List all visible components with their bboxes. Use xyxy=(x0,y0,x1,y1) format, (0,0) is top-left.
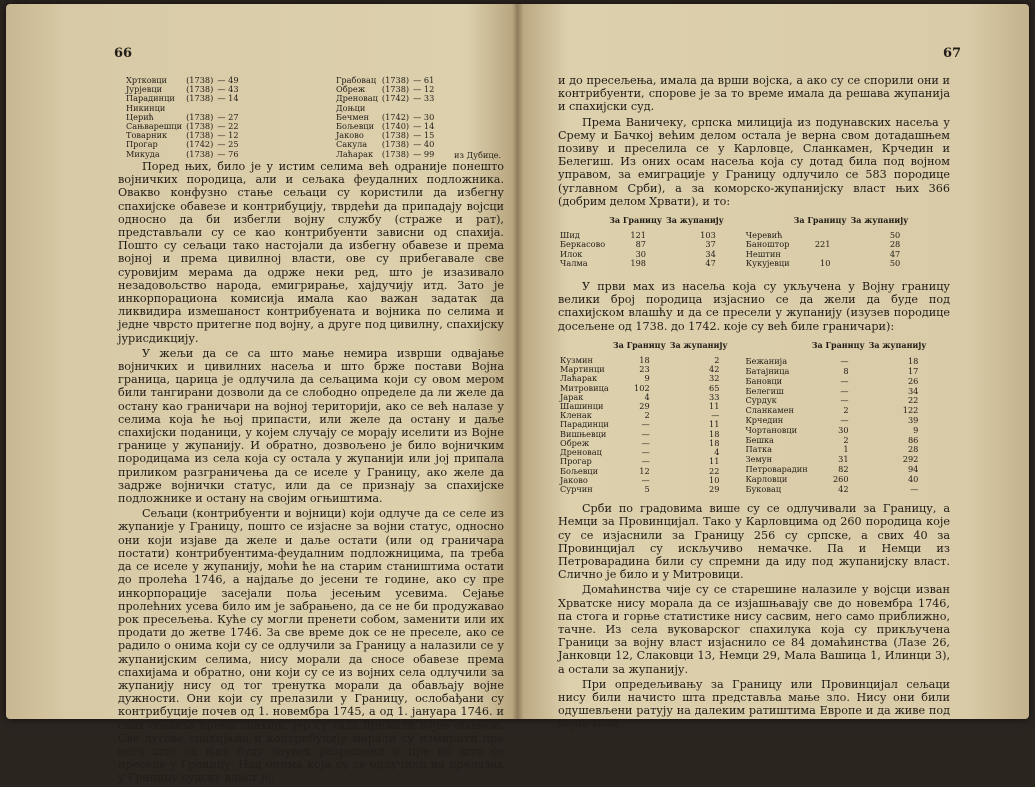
value-cell: — 40 xyxy=(413,139,435,150)
year-cell: (1738) xyxy=(186,148,214,159)
place-name: Сањварешци xyxy=(126,121,183,132)
border-count: — xyxy=(840,385,849,396)
place-name: Земун xyxy=(745,454,773,465)
county-count: 28 xyxy=(907,444,919,455)
county-count: 32 xyxy=(709,373,720,384)
border-count: 260 xyxy=(832,473,849,484)
place-name: Микуда xyxy=(126,148,160,159)
table-row xyxy=(743,474,928,484)
paragraph: Домаћинства чије су се старешине налазиле у војсци изван Хрватске нису морала да се изјашњавају све до новембра 1746, па стога и горње статистике нису сасвим, него само приближно, тачне. Из села вуковарског спахилука која су прикључена Граници за војну власт изјаснило се 84 домаћинства (Лазе 26, Јанковци 12, Слаковци 13, Немци 29, Мала Вашица 1, Илинци 3), а остали за жупанију. xyxy=(558,583,950,676)
place-name: Товарник xyxy=(126,130,168,141)
column-header: За Границу xyxy=(612,339,666,350)
year-cell: (1738) xyxy=(186,93,214,104)
place-name: Бежанија xyxy=(745,356,788,367)
paragraph: Сељаци (контрибуенти и војници) који одлуче да се селе из жупаније у Границу, пошто се изјасне за војни статус, односно они који изјаве да желе и даље остати (или од граничара постати) контрибуентима-феудалним подложницима, па треба да се иселе у жупанију, моћи ће на старим стаништима остати до пролећа 1746, а најдаље до јесени те године, ако су пре инкорпорације засејали поља јесењим усевима. Сејање пролећних усева било им је забрањено, да се не би продужавао рок пресељења. Куће су могли пренети собом, заменити или их продати до жетве 1746. За све време док се не преселе, ако се радило о онима који су се одлучили за Границу а налазили се у жупанијским селима, нису морали да сносе обавезе према спахијама и обратно, они који су се из војних села одлучили за жупанију нису од тог тренутка морали да обављају војне дужности. Они који су прелазили у Границу, ослобађани су контрибуције почев од 1. новембра 1745, а од 1. јануара 1746. и свих обавеза према спахији, јер су тада примали војне обавезе. Све дугове спахијама и контрибуцију морали су измирити пре него што од њих буду заувек разрешени и пре но што се преселе у Границу. Над онима који су се одлучили на прелазак у Границу судску власт је, xyxy=(118,507,504,785)
border-count: 18 xyxy=(639,355,650,366)
place-name: Обреж xyxy=(336,84,366,95)
column-header: За Границу xyxy=(793,215,847,226)
county-count: 18 xyxy=(907,356,919,367)
place-name: Чалма xyxy=(560,257,588,268)
paragraph: Поред њих, било је у истим селима већ одраније понешто војничких породица, али и сељака феудалних подложника. Овакво конфузно стање сељаци су користили да избегну спахијске обавезе и контрибуцију, тврдећи да припадају војсци односно да би избегли војну службу (страже и рат), представљали су се као контрибуенти зависни од спахија. Пошто су сељаци тако настојали да избегну обавезе и према војној и према цивилној власти, ове су прибегавале све суровијим мерама да одрже неки ред, што је изазивало незадовољство народа, емигрирање, хајдучију итд. Зато је инкорпорациона комисија имала као важан задатак да ликвидира измешаност контрибуената и војника по селима и једне чврсто притегне под војну, а друге под цивилну, спахијску јурисдикцију. xyxy=(118,160,504,345)
table-row xyxy=(743,465,928,475)
border-count: 2 xyxy=(843,434,849,445)
place-name: Парадинци xyxy=(560,419,609,430)
settlement-table-left xyxy=(124,76,241,159)
left-page xyxy=(6,4,518,785)
place-name: Шашинци xyxy=(560,401,604,412)
county-count: 42 xyxy=(709,364,720,375)
place-name: Прогар xyxy=(126,139,158,150)
place-name: Мартинци xyxy=(560,364,605,375)
border-count: — xyxy=(840,415,849,425)
table-header-row xyxy=(743,341,928,357)
place-name: Белегиш xyxy=(745,385,784,396)
border-count: 87 xyxy=(635,239,647,250)
place-name: Бешка xyxy=(745,434,774,445)
border-count: 121 xyxy=(630,230,647,241)
year-cell: (1738) xyxy=(381,148,410,159)
paragraph: У жељи да се са што мање немира изврши одвајање војничких и цивилних насеља и што брже постави Војна граница, царица је одлучила да сељацима који су овом мером били тангирани дозволи да се слободно определе да ли желе да остану као граничари на војној територији, ако се већ налазе у селима која ће њој припасти, или желе да остану и даље спахијски поданици, у којем случају се морају иселити из Војне границе у жупанију. И обратно, дозвољено је било војничким породицама из села која су остала у жупанији или јој припала приликом разграничења да се иселе у Границу, ако желе да задрже војнички статус, или да се признају за спахијске подложнике и остану на својим огњиштима. xyxy=(118,346,504,506)
table-row xyxy=(743,484,928,494)
place-name: Кленак xyxy=(560,410,592,421)
border-count: 1 xyxy=(843,444,849,455)
right-page xyxy=(518,4,1029,731)
border-count: 42 xyxy=(838,483,849,494)
column-header xyxy=(558,341,611,356)
place-name: Патка xyxy=(745,444,773,455)
column-header: За Границу xyxy=(609,215,663,226)
county-count: 50 xyxy=(889,230,901,241)
value-cell: — 27 xyxy=(217,111,239,122)
column-header xyxy=(743,341,809,357)
border-count: 30 xyxy=(838,424,849,435)
place-name: Чортановци xyxy=(745,424,798,435)
county-count: 39 xyxy=(907,415,919,425)
paragraph: Срби по градовима више су се одлучивали за Границу, а Немци за Провинцијал. Тако у Карловцима од 260 породица које су се изјаснили за Границу 256 су српске, а свих 40 за Провинцијал су искључиво немачке. Па и Немци из Петроварадина били су спремни да иду под жупанијску власт. Слично је било и у Митровици. xyxy=(558,502,950,582)
place-name: Баноштор xyxy=(745,239,790,250)
column-header xyxy=(744,216,792,231)
place-name: Сурчин xyxy=(560,483,593,494)
county-count: 18 xyxy=(709,437,720,448)
border-count: — xyxy=(840,375,849,386)
value-cell: — 76 xyxy=(217,148,239,159)
year-cell: (1738) xyxy=(186,111,214,122)
county-count: 11 xyxy=(709,401,720,412)
county-count: 47 xyxy=(889,248,901,259)
county-count: 34 xyxy=(907,385,919,396)
year-cell: (1740) xyxy=(381,121,410,132)
county-count: 37 xyxy=(705,239,716,250)
table-row xyxy=(124,150,241,159)
border-count: — xyxy=(641,428,650,439)
value-cell: — 61 xyxy=(413,75,435,85)
place-name: Черевић xyxy=(745,230,783,241)
value-cell: — 43 xyxy=(217,84,239,95)
table-row xyxy=(744,259,910,268)
county-count: 17 xyxy=(907,366,919,377)
column-header: За жупанију xyxy=(868,340,927,351)
right-body-text xyxy=(558,74,950,733)
value-cell: — 22 xyxy=(217,121,239,132)
place-name: Прогар xyxy=(560,456,592,467)
county-count: 292 xyxy=(902,454,919,465)
value-cell: — 33 xyxy=(413,93,435,104)
border-count: 102 xyxy=(634,382,650,393)
county-count: 11 xyxy=(709,419,720,430)
column-header xyxy=(558,216,607,231)
place-name: Вишњевци xyxy=(560,428,607,439)
place-name: Јурјевци xyxy=(126,84,163,95)
column-header: За жупанију xyxy=(666,215,724,226)
year-cell: (1738) xyxy=(186,130,214,141)
county-count: 34 xyxy=(705,248,716,259)
place-name: Нештин xyxy=(745,248,781,259)
place-name: Никинци xyxy=(126,102,166,113)
year-cell: (1742) xyxy=(381,93,410,104)
county-count: 47 xyxy=(705,257,716,268)
column-header: За жупанију xyxy=(850,215,909,226)
place-name: Кузмин xyxy=(560,355,593,366)
place-name: Јакoво xyxy=(336,130,364,141)
county-count: 94 xyxy=(907,463,919,474)
year-cell: (1742) xyxy=(186,139,214,150)
table-note: из Дубице. xyxy=(454,150,502,160)
left-body-text xyxy=(118,160,504,787)
place-name: Бољевци xyxy=(560,465,599,476)
border-count: 12 xyxy=(639,465,650,476)
table-row xyxy=(743,426,928,436)
table-header-row xyxy=(558,341,729,356)
county-count: 122 xyxy=(902,405,919,416)
place-name: Обреж xyxy=(560,437,590,448)
value-cell: — 14 xyxy=(217,93,239,104)
border-count: 5 xyxy=(644,483,650,494)
place-name: Јакoво xyxy=(560,474,588,485)
border-count: — xyxy=(641,456,650,467)
border-count: 4 xyxy=(644,391,650,402)
county-count: 22 xyxy=(907,395,919,406)
table-header-row xyxy=(558,216,726,231)
place-name: Бановци xyxy=(745,375,783,386)
year-cell: (1742) xyxy=(381,111,410,122)
county-count: 50 xyxy=(889,257,901,268)
county-count: 2 xyxy=(714,355,720,366)
table-header-row xyxy=(744,216,910,231)
value-cell: — 12 xyxy=(413,84,435,95)
place-name: Сакула xyxy=(336,139,368,150)
year-cell: (1738) xyxy=(381,139,410,150)
place-name: Беркасово xyxy=(560,239,606,250)
place-name: Доњци xyxy=(336,102,366,113)
table-row xyxy=(334,150,436,159)
year-cell: (1738) xyxy=(381,130,410,141)
year-cell: (1738) xyxy=(186,121,214,132)
county-count: 10 xyxy=(709,474,720,485)
county-count: 11 xyxy=(709,456,720,467)
value-cell: — 15 xyxy=(413,130,435,141)
paragraph: При опредељивању за Границу или Провинцијал сељаци нису били начисто шта представља мање зло. Нису они били одушевљени ратују на далеким ратиштима Европе и да живе под војничком xyxy=(558,677,950,731)
county-count: 33 xyxy=(709,391,720,402)
settlement-table-right xyxy=(334,76,436,159)
border-count: 23 xyxy=(639,364,650,375)
place-name: Илок xyxy=(560,248,583,259)
value-cell: — 25 xyxy=(217,139,239,150)
value-cell: — 14 xyxy=(413,121,435,132)
place-name: Сурдук xyxy=(745,395,777,406)
county-count: 40 xyxy=(907,473,919,484)
county-count: 4 xyxy=(714,447,720,458)
place-name: Бечмен xyxy=(336,111,369,122)
emigration-table-1 xyxy=(558,216,950,268)
paragraph: и до пресељења, имала да врши војска, а ако су се спорили они и контрибуенти, спорове је за то време имала да решава жупанија и спахијски суд. xyxy=(558,74,950,114)
border-count: 2 xyxy=(843,405,849,416)
county-count: 86 xyxy=(907,434,919,445)
year-cell: (1738) xyxy=(381,75,410,85)
value-cell: — 30 xyxy=(413,111,435,122)
place-name: Лаћарак xyxy=(560,373,598,384)
value-cell: — 99 xyxy=(413,148,435,159)
border-count: — xyxy=(641,474,650,485)
value-cell: — 12 xyxy=(217,130,239,141)
border-count: 82 xyxy=(838,463,849,474)
column-header: За жупанију xyxy=(669,339,728,350)
place-name: Парадинци xyxy=(126,93,175,104)
paragraph: У први мах из насеља која су укључена у Војну границу велики број породица изјаснио се да жели да буде под спахијском влашћу и да се пресели у жупанију (изузев породице досељене од 1738. до 1742. које су већ биле граничари): xyxy=(558,280,950,333)
place-name: Хртковци xyxy=(126,75,167,85)
border-count: — xyxy=(840,356,849,367)
place-name: Карловци xyxy=(745,473,788,484)
place-name: Бољевци xyxy=(336,121,375,132)
border-count: 198 xyxy=(630,257,647,268)
emigration-table-2 xyxy=(558,341,950,494)
border-count: 2 xyxy=(644,410,650,421)
county-count: 22 xyxy=(709,465,720,476)
border-count: 10 xyxy=(820,257,831,268)
book-spread xyxy=(6,4,1029,785)
county-count: 9 xyxy=(913,424,919,435)
place-name: Сланкамен xyxy=(745,405,794,416)
border-count: 221 xyxy=(814,239,831,250)
place-name: Буковац xyxy=(745,483,782,494)
place-name: Јарак xyxy=(560,391,584,402)
border-count: — xyxy=(641,447,650,458)
place-name: Митровица xyxy=(560,382,609,393)
county-count: 103 xyxy=(700,230,716,241)
table-row xyxy=(558,485,729,494)
border-count: — xyxy=(840,395,849,406)
county-count: 18 xyxy=(709,428,720,439)
place-name: Шид xyxy=(560,230,580,241)
table-row xyxy=(558,259,726,268)
border-count: — xyxy=(641,419,650,430)
place-name: Дреновац xyxy=(560,447,602,458)
paragraph: Према Ваничеку, српска милиција из подунавских насеља у Срему и Бачкој већим делом остала је верна свом дотадашњем позиву и преселила се у Карловце, Сланкамен, Крчедин и Белегиш. Из оних осам насеља која су дотад била под војном управом, за емиграције у Границу одлучило се 583 породице (углавном Срби), а за коморско-жупанијску власт њих 366 (добрим делом Хрвати), и то: xyxy=(558,115,950,208)
year-cell: (1738) xyxy=(186,84,214,95)
county-count: — xyxy=(711,410,720,421)
place-name: Крчедин xyxy=(745,415,784,425)
county-count: 28 xyxy=(889,239,901,250)
county-count: 65 xyxy=(709,382,720,393)
place-name: Батајница xyxy=(745,366,790,377)
border-count: 9 xyxy=(644,373,650,384)
table-row xyxy=(743,377,928,387)
place-name: Грабовац xyxy=(336,75,377,85)
border-count: 29 xyxy=(639,401,650,412)
place-name: Кукујевци xyxy=(745,257,790,268)
place-name: Петроварадин xyxy=(745,463,808,474)
column-header: За Границу xyxy=(811,340,865,351)
county-count: 29 xyxy=(709,483,720,494)
border-count: — xyxy=(641,437,650,448)
county-count: 26 xyxy=(907,375,919,386)
place-name: Дреновац xyxy=(336,93,378,104)
page-number-left: 66 xyxy=(114,46,133,61)
year-cell: (1738) xyxy=(186,75,214,85)
place-name: Лаћарак xyxy=(336,148,374,159)
border-count: 30 xyxy=(635,248,647,259)
value-cell: — 49 xyxy=(217,75,239,85)
page-number-right: 67 xyxy=(943,46,962,61)
border-count: 8 xyxy=(843,366,849,377)
year-cell: (1738) xyxy=(381,84,410,95)
place-name: Церић xyxy=(126,111,154,122)
border-count: 31 xyxy=(838,454,849,465)
county-count: — xyxy=(910,483,919,494)
